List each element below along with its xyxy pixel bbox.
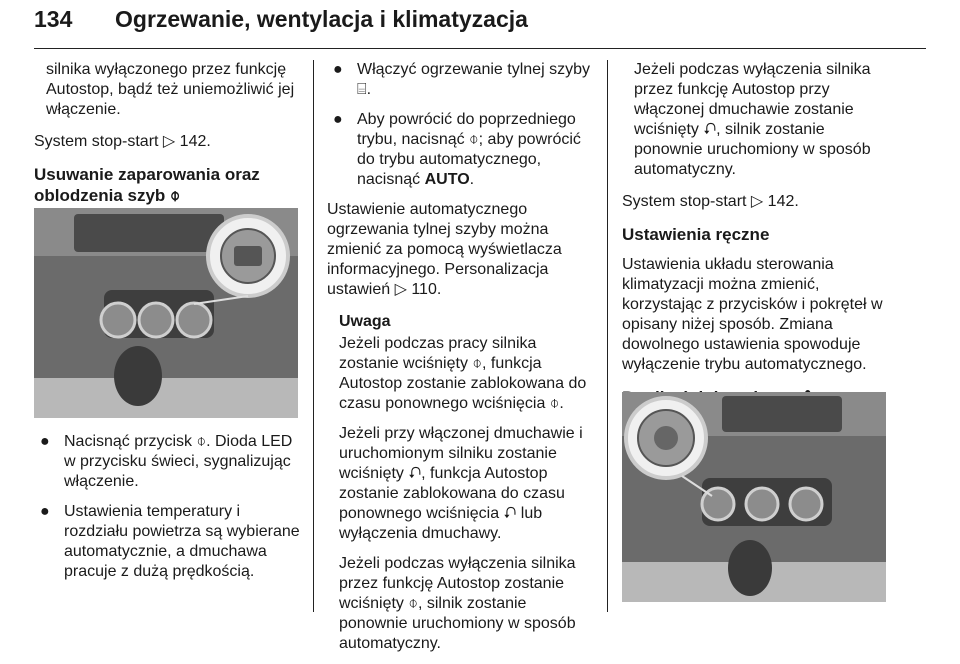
- defrost-icon: ⌽: [170, 186, 181, 205]
- note-title: Uwaga: [339, 313, 391, 330]
- column-divider-1: [313, 60, 314, 612]
- auto-label: AUTO: [424, 171, 470, 188]
- column-1-bullets: [34, 432, 300, 592]
- stop-start-reference: System stop-start ▷ 142.: [622, 193, 799, 210]
- page-number: 134: [34, 6, 73, 32]
- list-item: ● Aby powrócić do poprzedniego trybu, nacisnąć ⌽; aby powrócić do trybu automatycznego, nacisnąć AUTO.: [333, 111, 581, 188]
- note-paragraph: Jeżeli podczas wyłączenia silnika przez funkcję Autostop przy włączonej dmuchawie zostanie wciśnięty ⮏, silnik zostanie ponownie uruchomiony w sposób automatyczny.: [634, 61, 871, 178]
- continued-paragraph: silnika wyłączonego przez funkcję Autostop, bądź też uniemożliwić jej włączenie.: [46, 61, 295, 118]
- page-header: [34, 0, 926, 48]
- list-item: ● Ustawienia temperatury i rozdziału powietrza są wybierane automatycznie, a dmuchawa pracuje z dużą prędkością.: [40, 503, 300, 580]
- header-rule: [34, 48, 926, 49]
- climate-control-photo-defrost: [34, 208, 298, 418]
- list-item: ● Włączyć ogrzewanie tylnej szyby ⌸.: [333, 61, 590, 98]
- manual-settings-paragraph: Ustawienia układu sterowania klimatyzacji można zmienić, korzystając z przycisków i pokręteł w opisany niżej sposób. Zmiana dowolnego ustawienia spowoduje wyłączenie trybu automatycznego.: [622, 256, 883, 373]
- note-paragraph: Jeżeli podczas pracy silnika zostanie wciśnięty ⌽, funkcja Autostop zostanie zablokowana do czasu ponownego wciśnięcia ⌽.: [339, 335, 587, 412]
- climate-control-photo-fan: [622, 392, 886, 602]
- manual-settings-heading: Ustawienia ręczne: [622, 225, 770, 244]
- note-box: [327, 312, 595, 654]
- stop-start-reference: System stop-start ▷ 142.: [34, 133, 211, 150]
- note-paragraph: Jeżeli przy włączonej dmuchawie i uruchomionym silniku zostanie wciśnięty ⮏, funkcja Autostop zostanie zablokowana do czasu ponownego wciśnięcia ⮏ lub wyłączenia dmuchawy.: [339, 425, 583, 542]
- rear-window-paragraph: Ustawienie automatycznego ogrzewania tylnej szyby można zmienić za pomocą wyświetlacza informacyjnego. Personalizacja ustawień ▷ 110.: [327, 201, 562, 298]
- column-2: [327, 60, 595, 664]
- column-3: [622, 60, 892, 418]
- column-divider-2: [607, 60, 608, 612]
- chapter-title: Ogrzewanie, wentylacja i klimatyzacja: [115, 6, 528, 32]
- defrost-heading: Usuwanie zaparowania oraz oblodzenia szyb ⌽: [34, 165, 260, 205]
- column-1: [34, 60, 300, 216]
- note-paragraph: Jeżeli podczas wyłączenia silnika przez funkcję Autostop zostanie wciśnięty ⌽, silnik zostanie ponownie uruchomiony w sposób automatyczny.: [339, 555, 576, 652]
- list-item: ● Nacisnąć przycisk ⌽. Dioda LED w przycisku świeci, sygnalizując włączenie.: [40, 433, 293, 490]
